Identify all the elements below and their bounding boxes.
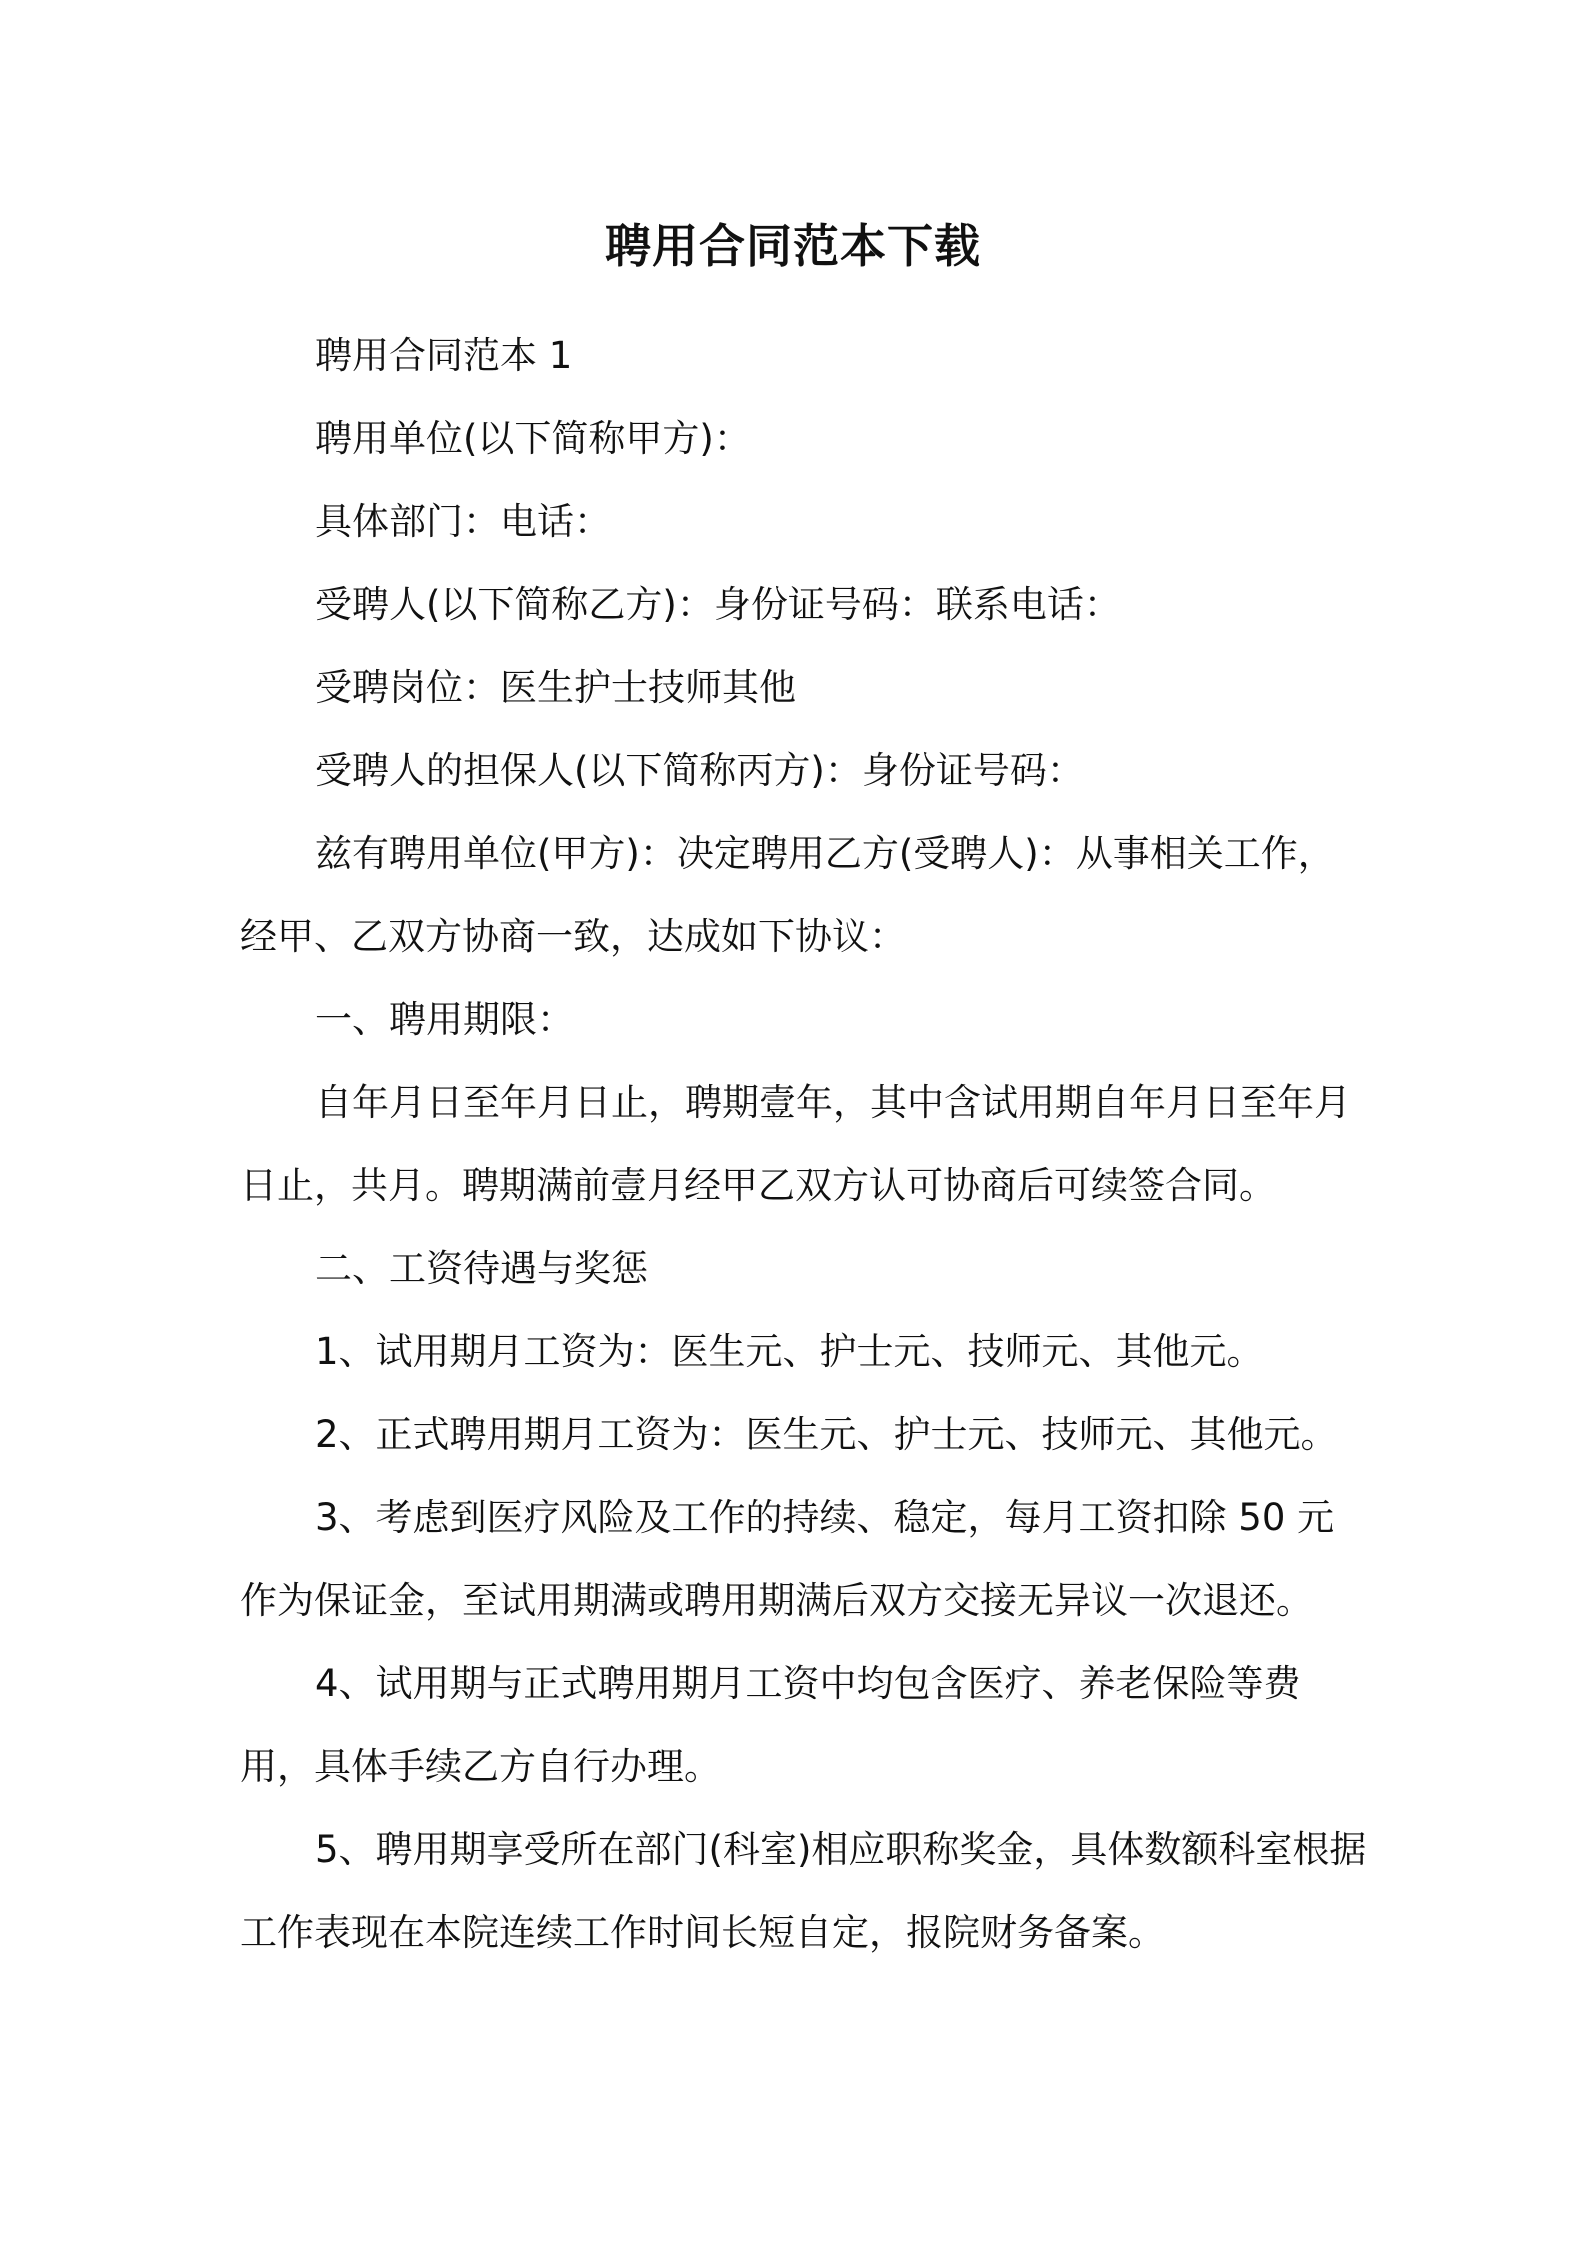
paragraph-employee: 受聘人(以下简称乙方)：身份证号码：联系电话： — [315, 583, 1121, 626]
paragraph-salary-item-5: 5、聘用期享受所在部门(科室)相应职称奖金，具体数额科室根据工作表现在本院连续工作时间长短自定，报院财务备案。 — [240, 1828, 1367, 1954]
paragraph-employer: 聘用单位(以下简称甲方)： — [315, 417, 751, 460]
section-heading-term: 一、聘用期限： — [315, 998, 574, 1041]
paragraph-salary-item-3: 3、考虑到医疗风险及工作的持续、稳定，每月工资扣除 50 元作为保证金，至试用期满或聘用期满后双方交接无异议一次退还。 — [240, 1496, 1335, 1622]
section-heading-salary: 二、工资待遇与奖惩 — [315, 1247, 648, 1290]
paragraph-salary-item-2: 2、正式聘用期月工资为：医生元、护士元、技师元、其他元。 — [315, 1413, 1338, 1456]
paragraph-contract-label: 聘用合同范本 1 — [315, 334, 573, 377]
document-body — [240, 314, 1370, 1974]
paragraph-salary-item-4: 4、试用期与正式聘用期月工资中均包含医疗、养老保险等费用，具体手续乙方自行办理。 — [240, 1662, 1301, 1788]
paragraph-term-details: 自年月日至年月日止，聘期壹年，其中含试用期自年月日至年月日止，共月。聘期满前壹月经甲乙双方认可协商后可续签合同。 — [240, 1081, 1351, 1207]
paragraph-position: 受聘岗位：医生护士技师其他 — [315, 666, 796, 709]
document-title: 聘用合同范本下载 — [605, 219, 981, 273]
paragraph-guarantor: 受聘人的担保人(以下简称丙方)：身份证号码： — [315, 749, 1084, 792]
paragraph-salary-item-1: 1、试用期月工资为：医生元、护士元、技师元、其他元。 — [315, 1330, 1264, 1373]
paragraph-agreement-intro: 兹有聘用单位(甲方)：决定聘用乙方(受聘人)：从事相关工作，经甲、乙双方协商一致，达成如下协议： — [240, 832, 1335, 958]
paragraph-department-phone: 具体部门：电话： — [315, 500, 611, 543]
